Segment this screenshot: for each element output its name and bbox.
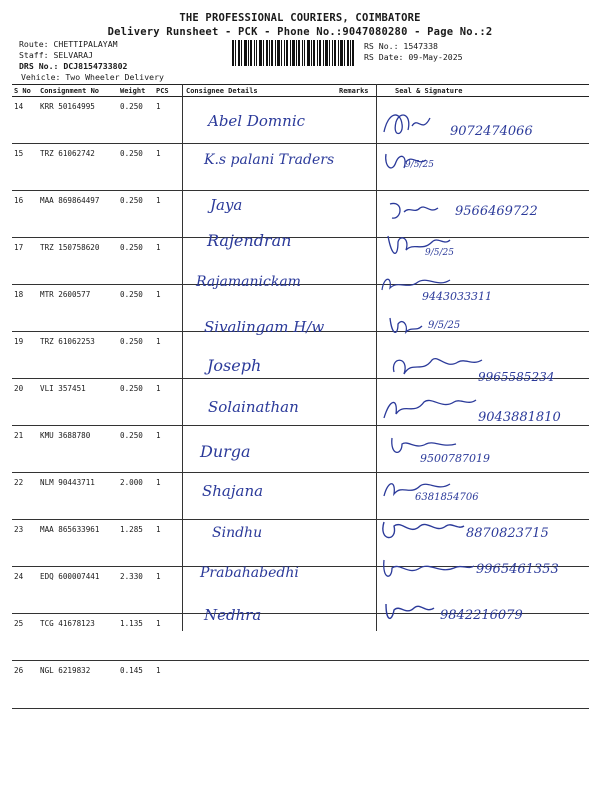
table-row <box>12 473 589 520</box>
pcs-cell: 1 <box>154 473 184 520</box>
sno-cell: 15 <box>12 144 38 191</box>
consignee-cell <box>184 661 337 709</box>
sno-cell: 26 <box>12 661 38 709</box>
remarks-cell <box>337 614 375 661</box>
consignment-cell: MTR 2600577 <box>38 285 118 332</box>
sno-cell: 16 <box>12 191 38 238</box>
handwritten-consignee: Rajendran <box>207 231 292 250</box>
consignment-cell: TRZ 61062742 <box>38 144 118 191</box>
column-header: PCS <box>154 85 184 97</box>
remarks-cell <box>337 473 375 520</box>
pcs-cell: 1 <box>154 520 184 567</box>
signature-scribble <box>378 556 478 584</box>
handwritten-phone: 8870823715 <box>466 526 549 541</box>
sno-cell: 17 <box>12 238 38 285</box>
weight-cell: 0.250 <box>118 191 154 238</box>
handwritten-phone: 9965585234 <box>478 370 555 384</box>
column-header: Consignment No <box>38 85 118 97</box>
weight-cell: 0.250 <box>118 97 154 144</box>
pcs-cell: 1 <box>154 614 184 661</box>
column-header: Consignee Details <box>184 85 337 97</box>
handwritten-date: 9/5/25 <box>425 248 454 258</box>
handwritten-date: 9/5/25 <box>428 320 461 331</box>
remarks-cell <box>337 285 375 332</box>
weight-cell: 1.285 <box>118 520 154 567</box>
signature-scribble <box>380 392 480 424</box>
pcs-cell: 1 <box>154 97 184 144</box>
weight-cell: 0.250 <box>118 238 154 285</box>
sno-cell: 25 <box>12 614 38 661</box>
sno-cell: 14 <box>12 97 38 144</box>
table-row <box>12 661 589 709</box>
company-title: THE PROFESSIONAL COURIERS, COIMBATORE <box>179 12 421 24</box>
sno-cell: 21 <box>12 426 38 473</box>
signature-scribble <box>384 194 454 224</box>
consignment-cell: VLI 357451 <box>38 379 118 426</box>
handwritten-phone: 9500787019 <box>420 452 490 465</box>
pcs-cell: 1 <box>154 567 184 614</box>
pcs-cell: 1 <box>154 426 184 473</box>
consignment-cell: TCG 41678123 <box>38 614 118 661</box>
pcs-cell: 1 <box>154 332 184 379</box>
pcs-cell: 1 <box>154 144 184 191</box>
column-divider <box>182 84 183 631</box>
sno-cell: 18 <box>12 285 38 332</box>
weight-cell: 0.250 <box>118 379 154 426</box>
handwritten-consignee: Solainathan <box>208 398 299 416</box>
remarks-cell <box>337 520 375 567</box>
handwritten-consignee: Abel Domnic <box>208 112 306 130</box>
handwritten-phone: 9072474066 <box>450 124 533 139</box>
consignment-cell: KMU 3688780 <box>38 426 118 473</box>
consignment-cell: EDQ 600007441 <box>38 567 118 614</box>
signature-cell <box>375 661 589 709</box>
weight-cell: 0.250 <box>118 426 154 473</box>
signature-scribble <box>376 512 466 546</box>
handwritten-phone: 6381854706 <box>415 492 479 503</box>
signature-scribble <box>388 352 488 382</box>
vehicle-label: Vehicle: Two Wheeler Delivery <box>21 72 164 82</box>
signature-scribble <box>386 314 426 340</box>
handwritten-consignee: Jaya <box>210 196 243 214</box>
handwritten-phone: 9566469722 <box>455 204 538 219</box>
remarks-cell <box>337 97 375 144</box>
remarks-cell <box>337 379 375 426</box>
weight-cell: 0.250 <box>118 285 154 332</box>
consignment-cell: MAA 869864497 <box>38 191 118 238</box>
sno-cell: 20 <box>12 379 38 426</box>
consignment-cell: TRZ 61062253 <box>38 332 118 379</box>
handwritten-phone: 9965461353 <box>476 562 559 577</box>
consignment-cell: NGL 6219832 <box>38 661 118 709</box>
handwritten-consignee: Sindhu <box>212 525 263 541</box>
handwritten-date: 9/5/25 <box>405 160 434 170</box>
weight-cell: 2.330 <box>118 567 154 614</box>
remarks-cell <box>337 661 375 709</box>
handwritten-phone: 9043881810 <box>478 410 561 425</box>
handwritten-phone: 9443033311 <box>422 290 492 303</box>
remarks-cell <box>337 144 375 191</box>
handwritten-consignee: Durga <box>200 442 251 461</box>
weight-cell: 2.000 <box>118 473 154 520</box>
handwritten-consignee: Rajamanickam <box>196 274 301 290</box>
remarks-cell <box>337 191 375 238</box>
consignment-cell: KRR 50164995 <box>38 97 118 144</box>
sno-cell: 23 <box>12 520 38 567</box>
remarks-cell <box>337 332 375 379</box>
rs-number: RS No.: 1547338 <box>364 41 438 51</box>
remarks-cell <box>337 238 375 285</box>
pcs-cell: 1 <box>154 379 184 426</box>
column-header: Remarks <box>337 85 375 97</box>
column-header: Weight <box>118 85 154 97</box>
runsheet-subtitle: Delivery Runsheet - PCK - Phone No.:9047080280 - Page No.:2 <box>107 26 493 38</box>
sno-cell: 24 <box>12 567 38 614</box>
signature-scribble <box>384 228 464 264</box>
consignment-cell: MAA 865633961 <box>38 520 118 567</box>
weight-cell: 0.250 <box>118 144 154 191</box>
pcs-cell: 1 <box>154 191 184 238</box>
column-divider <box>376 84 377 631</box>
column-header: Seal & Signature <box>375 85 589 97</box>
sno-cell: 19 <box>12 332 38 379</box>
signature-scribble <box>382 598 442 626</box>
handwritten-phone: 9842216079 <box>440 608 523 623</box>
handwritten-consignee: Shajana <box>202 482 264 500</box>
handwritten-consignee: K.s palani Traders <box>204 152 335 168</box>
handwritten-consignee: Sivalingam H/w <box>204 318 325 336</box>
weight-cell: 0.145 <box>118 661 154 709</box>
route-label: Route: CHETTIPALAYAM <box>19 39 118 49</box>
remarks-cell <box>337 567 375 614</box>
staff-label: Staff: SELVARAJ <box>19 50 93 60</box>
table-header-row <box>12 85 589 97</box>
remarks-cell <box>337 426 375 473</box>
weight-cell: 1.135 <box>118 614 154 661</box>
handwritten-consignee: Prabahabedhi <box>200 565 299 581</box>
pcs-cell: 1 <box>154 661 184 709</box>
handwritten-consignee: Joseph <box>207 356 262 375</box>
consignment-cell: NLM 90443711 <box>38 473 118 520</box>
sno-cell: 22 <box>12 473 38 520</box>
drs-number: DRS No.: DCJ8154733802 <box>19 61 128 71</box>
column-header: S No <box>12 85 38 97</box>
pcs-cell: 1 <box>154 285 184 332</box>
table-row <box>12 426 589 473</box>
pcs-cell: 1 <box>154 238 184 285</box>
rs-date: RS Date: 09-May-2025 <box>364 52 463 62</box>
consignment-cell: TRZ 150758620 <box>38 238 118 285</box>
weight-cell: 0.250 <box>118 332 154 379</box>
barcode-image <box>232 40 354 66</box>
handwritten-consignee: Nedhra <box>204 606 262 624</box>
